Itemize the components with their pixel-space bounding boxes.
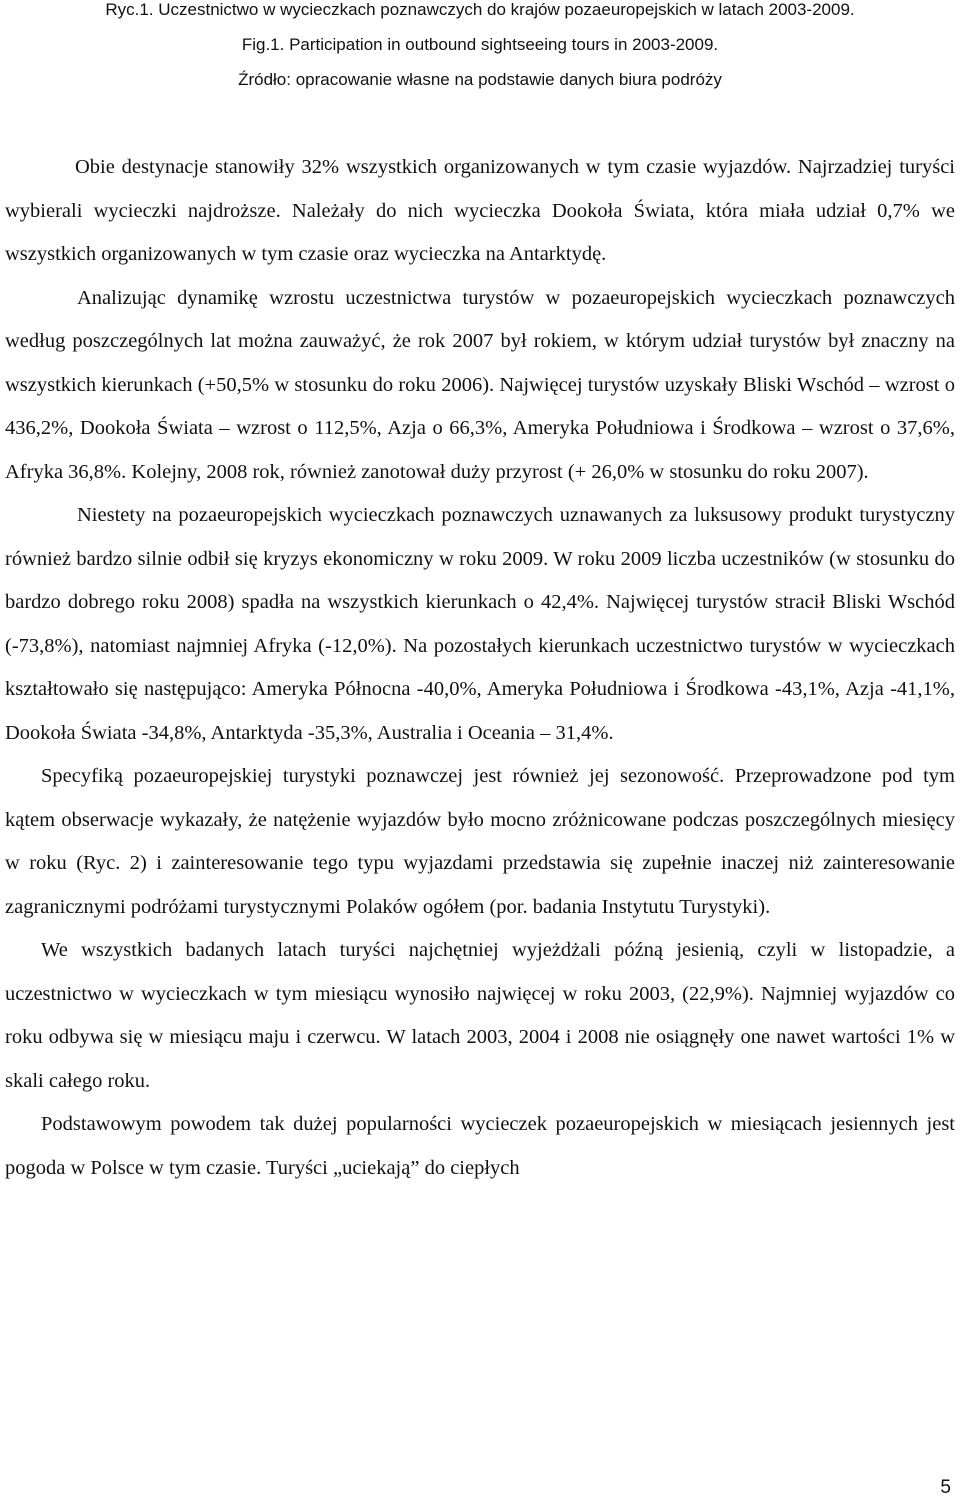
- paragraph-autumn-weather: Podstawowym powodem tak dużej popularności wycieczek pozaeuropejskich w miesiącach jesiennych jest pogoda w Polsce w tym czasie. Turyści „uciekają” do ciepłych: [5, 1113, 955, 1179]
- paragraph-growth-dynamics: Analizując dynamikę wzrostu uczestnictwa turystów w pozaeuropejskich wycieczkach poznawczych według poszczególnych lat można zauważyć, że rok 2007 był rokiem, w którym udział turystów był znaczny na wszystkich kierunkach (+50,5% w stosunku do roku 2006). Najwięcej turystów uzyskały Bliski Wschód – wzrost o 436,2%, Dookoła Świata – wzrost o 112,5%, Azja o 66,3%, Ameryka Południowa i Środkowa – wzrost o 37,6%, Afryka 36,8%. Kolejny, 2008 rok, również zanotował duży przyrost (+ 26,0% w stosunku do roku 2007).: [5, 286, 955, 483]
- page-number: 5: [940, 1477, 951, 1498]
- paragraph-destinations: Obie destynacje stanowiły 32% wszystkich organizowanych w tym czasie wyjazdów. Najrzadziej turyści wybierali wycieczki najdroższe. Należały do nich wycieczka Dookoła Świata, która miała udział 0,7% we wszystkich organizowanych w tym czasie oraz wycieczka na Antarktydę.: [5, 156, 955, 265]
- figure-source-note: Źródło: opracowanie własne na podstawie danych biura podróży: [238, 70, 722, 89]
- paragraph-seasonality: Specyfiką pozaeuropejskiej turystyki poznawczej jest również jej sezonowość. Przeprowadzone pod tym kątem obserwacje wykazały, że natężenie wyjazdów było mocno zróżnicowane podczas poszczególnych miesięcy w roku (Ryc. 2) i zainteresowanie tego typu wyjazdami przedstawia się zupełnie inaczej niż zainteresowanie zagranicznymi podróżami turystycznymi Polaków ogółem (por. badania Instytutu Turystyki).: [5, 765, 955, 918]
- figure-caption-english: Fig.1. Participation in outbound sightseeing tours in 2003-2009.: [241, 35, 719, 54]
- paragraph-november-peak: We wszystkich badanych latach turyści najchętniej wyjeżdżali późną jesienią, czyli w listopadzie, a uczestnictwo w wycieczkach w tym miesiącu wynosiło najwięcej w roku 2003, (22,9%). Najmniej wyjazdów co roku odbywa się w miesiącu maju i czerwcu. W latach 2003, 2004 i 2008 nie osiągnęły one nawet wartości 1% w skali całego roku.: [5, 939, 955, 1092]
- paragraph-crisis-2009: Niestety na pozaeuropejskich wycieczkach poznawczych uznawanych za luksusowy produkt turystyczny również bardzo silnie odbił się kryzys ekonomiczny w roku 2009. W roku 2009 liczba uczestników (w stosunku do bardzo dobrego roku 2008) spadła na wszystkich kierunkach o 42,4%. Najwięcej turystów stracił Bliski Wschód (-73,8%), natomiast najmniej Afryka (-12,0%). Na pozostałych kierunkach uczestnictwo turystów w wycieczkach kształtowało się następująco: Ameryka Północna -40,0%, Ameryka Południowa i Środkowa -43,1%, Azja -41,1%, Dookoła Świata -34,8%, Antarktyda -35,3%, Australia i Oceania – 31,4%.: [5, 504, 955, 744]
- figure-caption-polish: Ryc.1. Uczestnictwo w wycieczkach poznawczych do krajów pozaeuropejskich w latach 2003-2009.: [105, 0, 855, 19]
- body-text: [5, 146, 955, 1190]
